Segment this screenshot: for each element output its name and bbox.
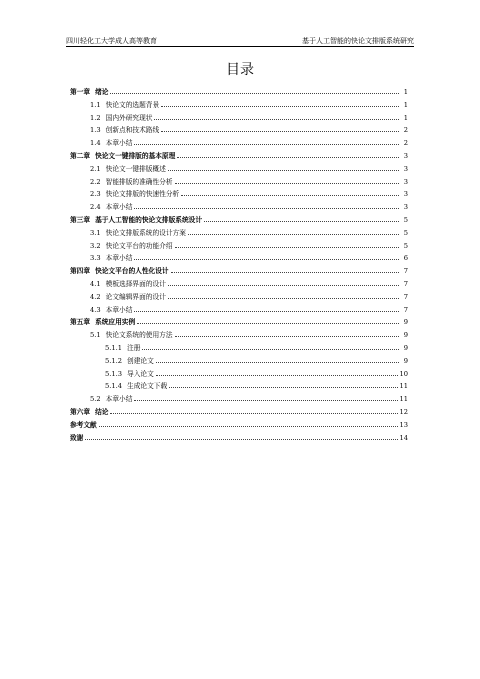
dot-leader <box>168 169 399 171</box>
toc-entry[interactable] <box>70 252 408 265</box>
toc-entry-page: 3 <box>403 151 408 160</box>
toc-entry-page: 14 <box>399 433 408 442</box>
dot-leader <box>110 92 399 94</box>
toc-entry-number: 3.2 <box>90 241 101 250</box>
toc-entry-text: 快论文排版系统的设计方案 <box>105 228 186 237</box>
toc-entry-number: 4.3 <box>90 305 101 314</box>
toc-entry-text: 快论文的选题背景 <box>105 100 160 109</box>
toc-entry-label <box>70 368 154 381</box>
toc-entry-text: 智能排版的准确性分析 <box>105 177 173 186</box>
toc-entry[interactable] <box>70 419 408 432</box>
toc-entry-text: 本章小结 <box>105 139 133 148</box>
toc-entry-text: 模板选择界面的设计 <box>105 279 166 288</box>
toc-entry-page: 9 <box>403 318 408 327</box>
toc-entry-label <box>70 419 97 432</box>
toc-entry-text: 本章小结 <box>105 395 133 404</box>
toc-entry[interactable] <box>70 99 408 112</box>
dot-leader <box>156 361 399 363</box>
toc-entry-page: 11 <box>399 382 408 391</box>
toc-entry-text: 结论 <box>95 407 109 416</box>
dot-leader <box>169 386 398 388</box>
dot-leader <box>175 182 399 184</box>
toc-entry-page: 11 <box>399 395 408 404</box>
toc-entry-text: 本章小结 <box>105 305 133 314</box>
dot-leader <box>168 284 399 286</box>
toc-entry-text: 致谢 <box>70 433 84 442</box>
toc-entry-number: 3.1 <box>90 228 101 237</box>
toc-entry-number: 2.2 <box>90 177 101 186</box>
toc-entry[interactable] <box>70 163 408 176</box>
toc-entry[interactable] <box>70 201 408 214</box>
toc-entry-number: 1.1 <box>90 100 101 109</box>
toc-entry-text: 快论文平台的功能介绍 <box>105 241 173 250</box>
toc-entry[interactable] <box>70 342 408 355</box>
toc-entry-number: 1.3 <box>90 126 101 135</box>
toc-entry[interactable] <box>70 355 408 368</box>
toc-entry-text: 创建论文 <box>127 356 154 365</box>
toc-entry-label <box>70 342 140 355</box>
toc-entry-number: 5.1.2 <box>105 356 123 365</box>
toc-entry-page: 3 <box>403 164 408 173</box>
toc-entry-page: 5 <box>403 241 408 250</box>
dot-leader <box>134 258 399 260</box>
toc-entry[interactable] <box>70 112 408 125</box>
toc-entry-label <box>70 265 169 278</box>
dot-leader <box>175 335 399 337</box>
toc-entry-page: 9 <box>403 331 408 340</box>
toc-entry-label <box>70 86 108 99</box>
dot-leader <box>134 143 399 145</box>
toc-entry-number: 第一章 <box>70 88 91 96</box>
toc-entry-label <box>70 291 166 304</box>
toc-entry-label <box>70 355 154 368</box>
toc-entry-text: 本章小结 <box>105 254 133 263</box>
toc-entry-page: 13 <box>399 420 408 429</box>
toc-entry-text: 本章小结 <box>105 203 133 212</box>
toc-entry-label <box>70 316 135 329</box>
toc-entry[interactable] <box>70 227 408 240</box>
toc-entry[interactable] <box>70 150 408 163</box>
toc-entry-label <box>70 278 166 291</box>
toc-entry-label <box>70 252 132 265</box>
toc-entry[interactable] <box>70 368 408 381</box>
toc-entry-page: 7 <box>403 267 408 276</box>
toc-entry-number: 4.1 <box>90 279 101 288</box>
toc-entry-label <box>70 406 108 419</box>
toc-entry-number: 第四章 <box>70 267 91 276</box>
toc-entry[interactable] <box>70 188 408 201</box>
header-thesis-title: 基于人工智能的快论文排版系统研究 <box>302 37 414 45</box>
toc-entry-text: 论文编辑界面的设计 <box>105 292 166 301</box>
dot-leader <box>99 425 399 427</box>
toc-entry[interactable] <box>70 329 408 342</box>
table-of-contents <box>70 86 408 444</box>
toc-entry-page: 2 <box>403 139 408 148</box>
toc-entry-number: 3.3 <box>90 254 101 263</box>
dot-leader <box>85 438 398 440</box>
toc-entry-text: 生成论文下载 <box>127 382 168 391</box>
toc-entry[interactable] <box>70 240 408 253</box>
toc-entry-label <box>70 137 132 150</box>
toc-entry-text: 快论文排版的快速性分析 <box>105 190 180 199</box>
dot-leader <box>137 322 399 324</box>
toc-entry[interactable] <box>70 304 408 317</box>
toc-entry[interactable] <box>70 406 408 419</box>
toc-entry-page: 5 <box>403 215 408 224</box>
dot-leader <box>161 105 399 107</box>
toc-entry-label <box>70 214 202 227</box>
toc-entry-text: 基于人工智能的快论文排版系统设计 <box>95 215 203 224</box>
dot-leader <box>156 374 399 376</box>
toc-entry-text: 快论文一键排版的基本原理 <box>95 151 176 160</box>
toc-entry-text: 绪论 <box>95 88 109 96</box>
toc-entry-text: 创新点和技术路线 <box>105 126 160 135</box>
toc-entry-text: 快论文系统的使用方法 <box>105 331 173 340</box>
toc-entry-label <box>70 329 173 342</box>
toc-entry[interactable] <box>70 278 408 291</box>
toc-entry-label <box>70 124 159 137</box>
toc-entry-label <box>70 176 173 189</box>
toc-entry-number: 第五章 <box>70 318 91 327</box>
toc-entry[interactable] <box>70 380 408 393</box>
toc-entry-number: 5.1.4 <box>105 382 123 391</box>
toc-entry-page: 3 <box>403 203 408 212</box>
toc-entry-label <box>70 393 132 406</box>
dot-leader <box>168 297 399 299</box>
toc-entry-label <box>70 227 186 240</box>
dot-leader <box>188 233 399 235</box>
toc-entry-label <box>70 201 132 214</box>
dot-leader <box>177 156 399 158</box>
toc-entry[interactable] <box>70 393 408 406</box>
toc-entry[interactable] <box>70 176 408 189</box>
toc-title: 目录 <box>226 62 254 78</box>
toc-entry-label <box>70 188 179 201</box>
toc-entry-page: 1 <box>403 113 408 122</box>
toc-entry-number: 2.4 <box>90 203 101 212</box>
toc-entry-label <box>70 432 83 445</box>
toc-entry-page: 7 <box>403 279 408 288</box>
toc-entry-label <box>70 150 175 163</box>
toc-entry-page: 12 <box>399 407 408 416</box>
toc-entry-text: 国内外研究现状 <box>105 113 153 122</box>
toc-entry-page: 2 <box>403 126 408 135</box>
toc-entry-text: 系统应用实例 <box>95 318 136 327</box>
toc-entry-text: 注册 <box>127 343 141 352</box>
toc-entry-page: 1 <box>403 88 408 96</box>
dot-leader <box>142 348 399 350</box>
toc-entry-number: 5.2 <box>90 395 101 404</box>
toc-entry-text: 快论文一键排版概述 <box>105 164 166 173</box>
header-rule <box>66 46 414 47</box>
toc-entry-label <box>70 112 152 125</box>
toc-entry[interactable] <box>70 214 408 227</box>
toc-entry-label <box>70 304 132 317</box>
dot-leader <box>171 271 399 273</box>
dot-leader <box>154 118 399 120</box>
dot-leader <box>175 246 399 248</box>
toc-entry-number: 2.3 <box>90 190 101 199</box>
toc-entry[interactable] <box>70 265 408 278</box>
toc-entry[interactable] <box>70 316 408 329</box>
toc-entry-label <box>70 99 159 112</box>
toc-entry-number: 1.4 <box>90 139 101 148</box>
header-institution: 四川轻化工大学成人高等教育 <box>66 37 157 45</box>
toc-entry-text: 导入论文 <box>127 369 154 378</box>
toc-entry-page: 1 <box>403 100 408 109</box>
toc-entry-number: 第三章 <box>70 215 91 224</box>
toc-entry-number: 5.1 <box>90 331 101 340</box>
toc-entry-page: 7 <box>403 305 408 314</box>
toc-entry-page: 3 <box>403 177 408 186</box>
toc-entry-page: 7 <box>403 292 408 301</box>
toc-entry-page: 5 <box>403 228 408 237</box>
toc-entry[interactable] <box>70 291 408 304</box>
toc-entry-number: 5.1.3 <box>105 369 123 378</box>
toc-entry-page: 10 <box>399 369 408 378</box>
toc-entry-page: 9 <box>403 356 408 365</box>
toc-entry[interactable] <box>70 124 408 137</box>
dot-leader <box>134 207 399 209</box>
toc-entry-label <box>70 240 173 253</box>
toc-entry-number: 2.1 <box>90 164 101 173</box>
dot-leader <box>110 412 398 414</box>
dot-leader <box>181 194 399 196</box>
toc-entry-page: 6 <box>403 254 408 263</box>
toc-entry-number: 5.1.1 <box>105 343 123 352</box>
dot-leader <box>161 130 399 132</box>
toc-entry-page: 9 <box>403 343 408 352</box>
toc-entry[interactable] <box>70 137 408 150</box>
toc-entry[interactable] <box>70 432 408 445</box>
toc-entry[interactable] <box>70 86 408 99</box>
toc-entry-number: 1.2 <box>90 113 101 122</box>
toc-entry-text: 快论文平台的人性化设计 <box>95 267 169 276</box>
toc-entry-label <box>70 163 166 176</box>
toc-entry-number: 第二章 <box>70 151 91 160</box>
dot-leader <box>134 310 399 312</box>
dot-leader <box>134 399 398 401</box>
toc-entry-text: 参考文献 <box>70 420 97 429</box>
toc-entry-number: 4.2 <box>90 292 101 301</box>
dot-leader <box>204 220 399 222</box>
toc-entry-page: 3 <box>403 190 408 199</box>
toc-entry-label <box>70 380 167 393</box>
toc-entry-number: 第六章 <box>70 407 91 416</box>
